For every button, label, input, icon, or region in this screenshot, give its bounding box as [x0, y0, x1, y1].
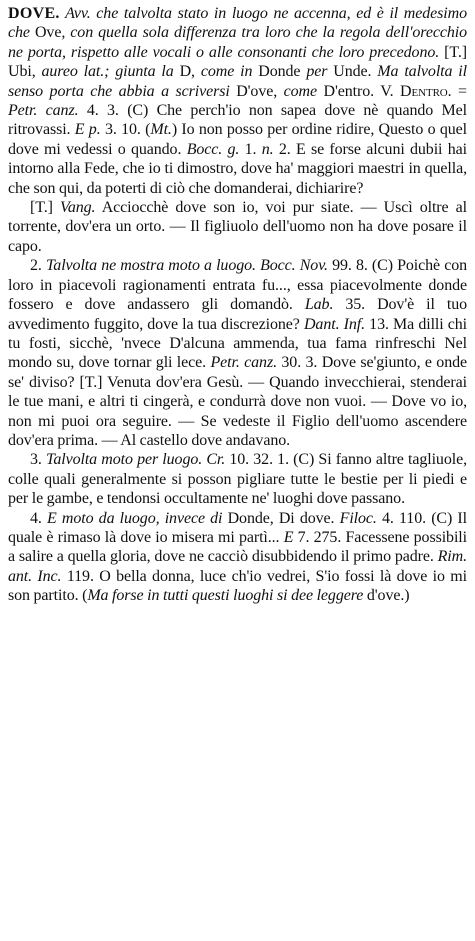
- entry-sense-3: [8, 450, 467, 508]
- text-run: Ove: [34, 24, 62, 42]
- text-run: 10. 32. 1. (C) Si fanno altre tagliuole, colle quali generalmente si posson pigliare tutte le bestie per li piedi e per le gambe, e tendonsi occultamente ne' luoghi dove passano.: [8, 451, 467, 508]
- text-run: Bocc. g.: [186, 140, 240, 158]
- text-run: 119. O bella donna, luce ch'io vedrei, S'io fossi là dove io mi son partito. (: [8, 567, 467, 605]
- text-run: Petr. canz.: [210, 354, 277, 372]
- text-run: 30. 3. Dove se'giunto, e onde se' diviso? [T.] Venuta dov'era Gesù. — Quando invecchierai, stenderai le tue mani, e altri ti cingerà, e condurrà dove non vuoi. — Dove vo io, non mi puoi ora seguire. — Se vedeste il Figlio dell'uomo ascendere dov'era prima. — Al castello dove andavano.: [8, 354, 467, 449]
- text-run: Dant. Inf.: [303, 315, 366, 333]
- text-run: D,: [173, 63, 201, 81]
- text-run: 4. 3. (C) Che perch'io non sapea dove nè quando Mel ritrovassi.: [8, 102, 468, 139]
- text-run: Filoc.: [339, 509, 377, 527]
- text-run: 3.: [30, 451, 46, 469]
- text-run: Lab.: [304, 296, 334, 314]
- text-run: Unde.: [327, 63, 378, 81]
- text-run: Talvolta moto per luogo. Cr.: [46, 451, 226, 469]
- text-run: 4. 110. (C) Il quale è rimaso là dove io misera mi partì...: [8, 509, 467, 546]
- text-run: 4.: [30, 509, 47, 527]
- text-run: E p.: [74, 121, 101, 139]
- text-run: D'entro. V.: [317, 82, 401, 100]
- text-run: 13. Ma dilli chi tu fosti, sicchè, 'nvece D'alcuna ammenda, tua fama rinfreschi Nel mondo su, dove tornar gli lece.: [8, 315, 468, 372]
- text-run: 7. 275. Facessene possibili a salire a quella gloria, dove ne cacciò disubbidendo il primo padre.: [8, 528, 467, 566]
- text-run: per: [306, 63, 328, 81]
- headword: DOVE.: [8, 5, 60, 22]
- text-run: E: [283, 528, 294, 546]
- dictionary-entry-dove: [8, 4, 467, 606]
- entry-sense-1: [8, 198, 467, 256]
- text-run: Donde, Di dove.: [222, 509, 340, 527]
- text-run: 35. Dov'è il tuo avvedimento fuggito, dove la tua discrezione?: [8, 296, 467, 333]
- text-run: D'ove,: [229, 82, 284, 100]
- text-run: , con quella sola differenza tra loro che la regola dell'orecchio ne porta, rispetto alle vocali o alle consonanti che loro precedono.: [8, 24, 467, 61]
- text-run: d'ove.): [363, 587, 410, 605]
- text-run: 2.: [30, 257, 46, 275]
- text-run: Acciocchè dove son io, voi pur siate. — Uscì oltre al torrente, dov'era un orto. — Il figliuolo dell'uomo non ha dove posare il capo.: [8, 199, 467, 255]
- text-run: . =: [447, 82, 467, 100]
- text-run: Mt.: [150, 121, 172, 139]
- text-run: [T.]: [30, 199, 60, 217]
- text-run: Ma talvolta il senso porta che abbia a scriversi: [8, 63, 467, 100]
- text-run: 2. E se forse alcuni dubii hai intorno alla Fede, che io ti dimostro, dove ha' maggiori maestri in quella, che son qui, da poterti di ciò che domanderai, dichiarire?: [8, 140, 467, 197]
- text-run: aureo lat.; giunta la: [41, 63, 174, 81]
- text-run: Ma forse in tutti questi luoghi si dee leggere: [87, 587, 364, 605]
- text-run: come in: [200, 63, 253, 81]
- entry-sense-2: [8, 256, 467, 450]
- text-run: 1.: [239, 140, 262, 158]
- text-run: Dentro: [400, 82, 448, 100]
- text-run: E moto da luogo, invece di: [47, 509, 223, 527]
- text-run: n.: [261, 140, 274, 158]
- text-run: 3. 10. (: [100, 121, 151, 139]
- text-run: come: [283, 82, 317, 100]
- entry-definition: [8, 4, 467, 198]
- entry-sense-4: [8, 509, 467, 606]
- text-run: Vang.: [59, 199, 96, 217]
- text-run: [T.] Ubi,: [8, 43, 467, 81]
- text-run: Donde: [252, 63, 307, 81]
- text-run: Avv. che talvolta stato in luogo ne accenna, ed è il medesimo che: [8, 5, 467, 42]
- text-run: 99. 8. (C) Poichè con loro in piacevoli ragionamenti entrata fu..., essa piacevolmente donde fossero e dove andassero gli domandò.: [8, 257, 467, 314]
- text-run: Rim. ant. Inc.: [8, 548, 467, 585]
- text-run: Talvolta ne mostra moto a luogo. Bocc. Nov.: [45, 257, 328, 275]
- text-run: Petr. canz.: [8, 102, 79, 120]
- text-run: ) Io non posso per ordine ridire, Questo o quel dove mi vedessi o quando.: [8, 121, 468, 158]
